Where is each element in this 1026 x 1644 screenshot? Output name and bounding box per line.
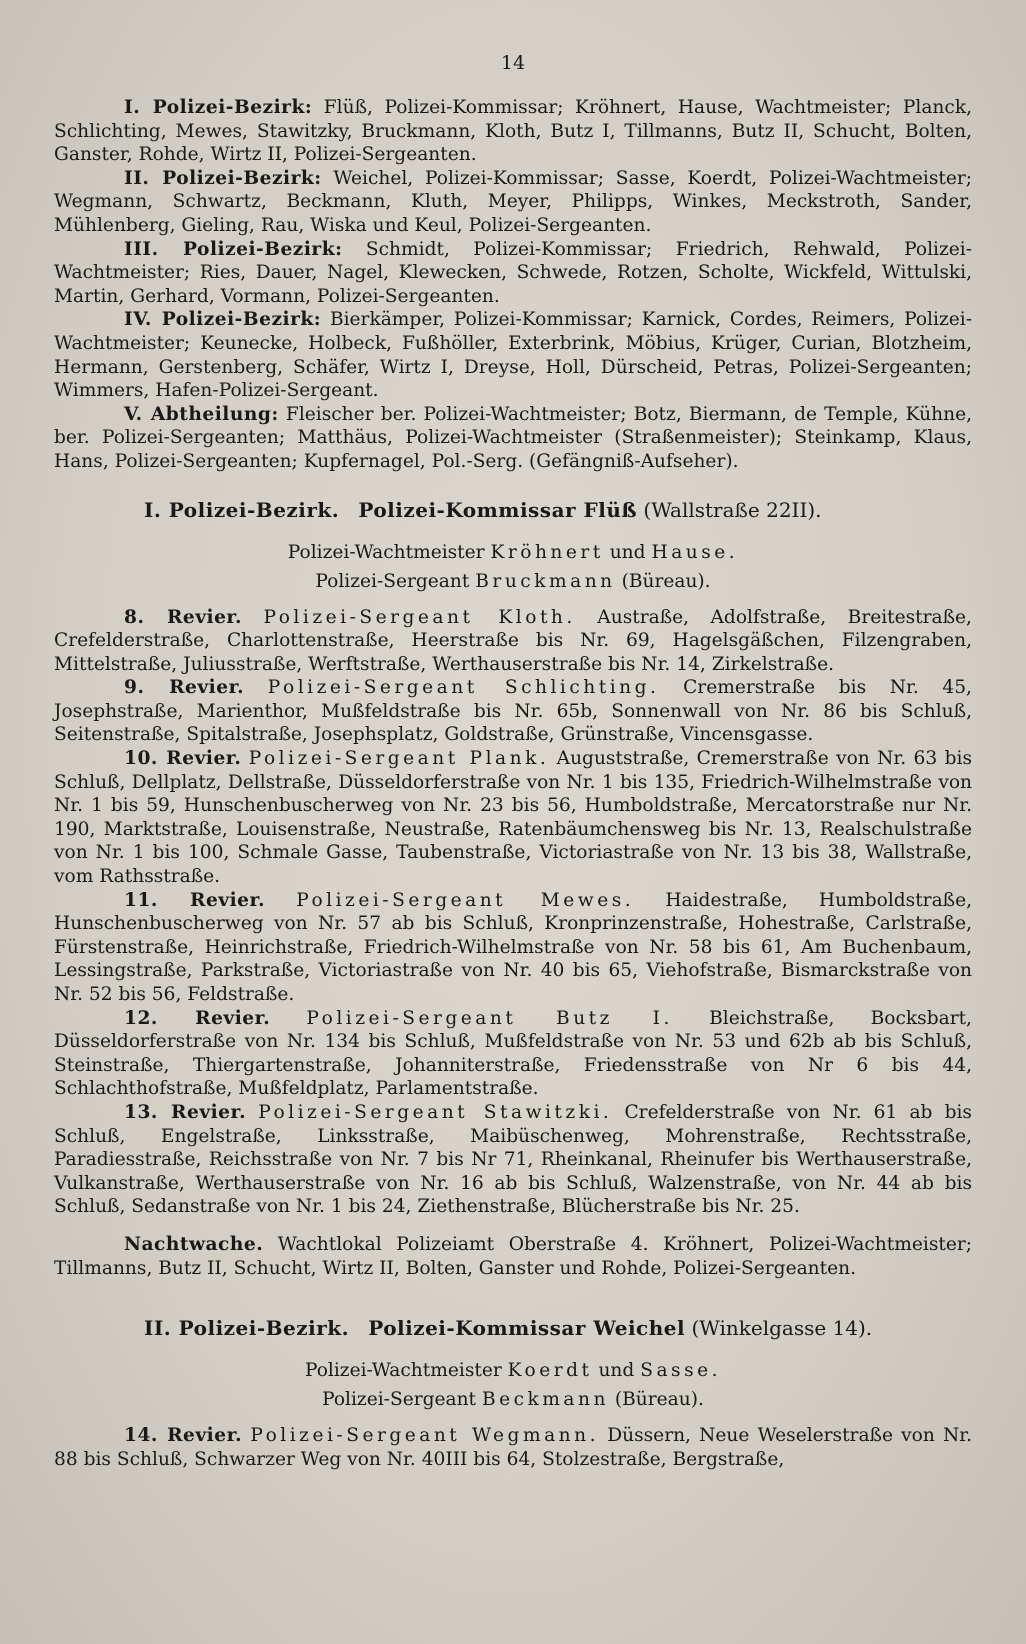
- personnel-paragraph: [54, 96, 972, 167]
- name: Koerdt: [507, 1360, 593, 1382]
- revier-sergeant: Polizei-Sergeant Plank.: [248, 748, 550, 770]
- section-heading: [54, 1314, 972, 1342]
- revier-sergeant: Polizei-Sergeant Stawitzki.: [258, 1101, 613, 1123]
- line-prefix: Polizei-Wachtmeister: [287, 541, 485, 563]
- personnel-paragraph: [54, 167, 972, 238]
- conjunction: und: [609, 541, 646, 563]
- revier-lead: 9. Revier.: [124, 677, 245, 699]
- revier-sergeant: Polizei-Sergeant Mewes.: [296, 889, 635, 911]
- revier-paragraph: [54, 676, 972, 747]
- revier-paragraph: [54, 747, 972, 889]
- name: Sasse.: [640, 1360, 722, 1382]
- revier-text: Bleichstraße, Bocksbart, Düsseldorferstraße von Nr. 134 bis Schluß, Mußfeldstraße von Nr. 53 und 62b ab bis Schluß, Steinstraße, Thiergartenstraße, Johanniterstraße, Friedensstraße von Nr 6 bis 44, Schlachthofstraße, Mußfeldplatz, Parlamentstraße.: [54, 1007, 972, 1100]
- revier-text: Crefelderstraße von Nr. 61 ab bis Schluß, Engelstraße, Linksstraße, Maibüschenweg, Mohrenstraße, Rechtsstraße, Paradiesstraße, Reichsstraße von Nr. 7 bis Nr 71, Rheinkanal, Rheinufer bis Werthauserstraße, Vulkanstraße, Werthauserstraße von Nr. 16 ab bis Schluß, Walzenstraße, von Nr. 44 ab bis Schluß, Sedanstraße von Nr. 1 bis 24, Ziethenstraße, Blücherstraße bis Nr. 25.: [54, 1101, 972, 1218]
- line-prefix: Polizei-Wachtmeister: [304, 1360, 502, 1382]
- revier-lead: 11. Revier.: [124, 889, 266, 911]
- name: Hause.: [651, 541, 739, 563]
- personnel-paragraph: [54, 238, 972, 309]
- revier-sergeant: Polizei-Sergeant Kloth.: [263, 606, 576, 628]
- revier-lead: Nachtwache.: [124, 1233, 264, 1255]
- paragraph-lead: V. Abtheilung:: [124, 403, 279, 425]
- revier-lead: 14. Revier.: [124, 1425, 243, 1447]
- paragraph-lead: II. Polizei-Bezirk:: [124, 167, 322, 189]
- wachtmeister-line: [54, 538, 972, 567]
- paragraph-text: Schmidt, Polizei-Kommissar; Friedrich, Rehwald, Polizei-Wachtmeister; Ries, Dauer, Nagel, Klewecken, Schwede, Rotzen, Scholte, Wickfeld, Wittulski, Martin, Gerhard, Vormann, Polizei-Sergeanten.: [54, 238, 972, 307]
- paragraph-lead: I. Polizei-Bezirk:: [124, 97, 313, 118]
- heading-kommissar: Polizei-Kommissar Weichel: [368, 1316, 686, 1341]
- paragraph-text: Bierkämper, Polizei-Kommissar; Karnick, Cordes, Reimers, Polizei-Wachtmeister; Keunecke, Holbeck, Fußhöller, Exterbrink, Möbius, Krüger, Curian, Blotzheim, Hermann, Gerstenberg, Schäfer, Wirtz I, Dreyse, Holl, Dürscheid, Petras, Polizei-Sergeanten; Wimmers, Hafen-Polizei-Sergeant.: [54, 309, 972, 402]
- revier-lead: 10. Revier.: [124, 748, 242, 770]
- revier-lead: 8. Revier.: [124, 606, 242, 628]
- revier-paragraph: [54, 1424, 972, 1471]
- sergeant-line: [54, 567, 972, 596]
- revier-sergeant: Polizei-Sergeant Butz I.: [306, 1007, 673, 1029]
- paragraph-text: Fleischer ber. Polizei-Wachtmeister; Botz, Biermann, de Temple, Kühne, ber. Polizei-Sergeanten; Matthäus, Polizei-Wachtmeister (Straßenmeister); Steinkamp, Klaus, Hans, Polizei-Sergeanten; Kupfernagel, Pol.-Serg. (Gefängniß-Aufseher).: [54, 403, 972, 472]
- revier-sergeant: Polizei-Sergeant Schlichting.: [267, 677, 660, 699]
- paragraph-text: Weichel, Polizei-Kommissar; Sasse, Koerdt, Polizei-Wachtmeister; Wegmann, Schwartz, Beckmann, Kluth, Meyer, Philipps, Winkes, Meckstroth, Sander, Mühlenberg, Gieling, Rau, Wiska und Keul, Polizei-Sergeanten.: [54, 167, 973, 236]
- line-suffix: (Büreau).: [614, 1389, 704, 1411]
- page-number: 14: [500, 52, 526, 74]
- revier-text: Austraße, Adolfstraße, Breitestraße, Crefelderstraße, Charlottenstraße, Heerstraße bis Nr. 69, Hagelsgäßchen, Filzengraben, Mittelstraße, Juliusstraße, Werftstraße, Werthauserstraße bis Nr. 14, Zirkelstraße.: [54, 606, 972, 675]
- revier-lead: 13. Revier.: [124, 1101, 247, 1123]
- personnel-paragraph: [54, 403, 972, 474]
- revier-paragraph: [54, 1007, 972, 1101]
- line-prefix: Polizei-Sergeant: [315, 570, 470, 592]
- heading-bezirk: I. Polizei-Bezirk.: [144, 497, 340, 522]
- revier-text: Wachtlokal Polizeiamt Oberstraße 4. Kröhnert, Polizei-Wachtmeister; Tillmanns, Butz II, Schucht, Wirtz II, Bolten, Ganster und Rohde, Polizei-Sergeanten.: [54, 1233, 972, 1279]
- section-bezirk-1: [54, 496, 972, 1281]
- revier-text: Cremerstraße bis Nr. 45, Josephstraße, Marienthor, Mußfeldstraße bis Nr. 65b, Sonnenwall von Nr. 86 bis Schluß, Seitenstraße, Spitalstraße, Josephsplatz, Goldstraße, Grünstraße, Vincensgasse.: [54, 677, 972, 746]
- name: Kröhnert: [490, 541, 604, 563]
- section-bezirk-2: [54, 1314, 972, 1471]
- conjunction: und: [598, 1360, 635, 1382]
- personnel-paragraph: [54, 308, 972, 402]
- wachtmeister-line: [54, 1356, 972, 1385]
- revier-text: Haidestraße, Humboldstraße, Hunschenbuscherweg von Nr. 57 ab bis Schluß, Kronprinzenstraße, Hohestraße, Carlstraße, Fürstenstraße, Heinrichstraße, Friedrich-Wilhelmstraße von Nr. 58 bis 61, Am Buchenbaum, Lessingstraße, Parkstraße, Victoriastraße von Nr. 40 bis 65, Viehofstraße, Bismarckstraße von Nr. 52 bis 56, Feldstraße.: [54, 889, 972, 1005]
- section-heading: [54, 496, 972, 524]
- revier-text: Auguststraße, Cremerstraße von Nr. 63 bis Schluß, Dellplatz, Dellstraße, Düsseldorferstraße von Nr. 1 bis 135, Friedrich-Wilhelmstraße von Nr. 1 bis 59, Hunschenbuscherweg von Nr. 23 bis 56, Humboldstraße, Mercatorstraße nur Nr. 190, Marktstraße, Louisenstraße, Neustraße, Ratenbäumchensweg bis Nr. 13, Realschulstraße von Nr. 1 bis 100, Schmale Gasse, Taubenstraße, Victoriastraße von Nr. 13 bis 38, Wallstraße, vom Rathsstraße.: [54, 748, 972, 888]
- revier-sergeant: Polizei-Sergeant Wegmann.: [250, 1425, 600, 1447]
- heading-bezirk: II. Polizei-Bezirk.: [144, 1316, 350, 1341]
- name: Bruckmann: [475, 570, 616, 592]
- revier-paragraph: [54, 606, 972, 677]
- personnel-list: [54, 96, 972, 474]
- heading-kommissar: Polizei-Kommissar Flüß: [358, 497, 638, 522]
- heading-address: (Winkelgasse 14).: [691, 1316, 873, 1341]
- revier-lead: 12. Revier.: [124, 1007, 271, 1029]
- name: Beckmann: [481, 1389, 609, 1411]
- nachtwache-paragraph: [54, 1233, 972, 1280]
- line-suffix: (Büreau).: [621, 570, 711, 592]
- paragraph-text: Flüß, Polizei-Kommissar; Kröhnert, Hause, Wachtmeister; Planck, Schlichting, Mewes, Stawitzky, Bruckmann, Kloth, Butz I, Tillmanns, Butz II, Schucht, Bolten, Ganster, Rohde, Wirtz II, Polizei-Sergeanten.: [54, 97, 972, 166]
- paragraph-lead: III. Polizei-Bezirk:: [124, 238, 343, 260]
- heading-address: (Wallstraße 22II).: [643, 497, 822, 522]
- sergeant-line: [54, 1385, 972, 1414]
- line-prefix: Polizei-Sergeant: [322, 1389, 477, 1411]
- revier-paragraph: [54, 889, 972, 1007]
- revier-paragraph: [54, 1101, 972, 1219]
- paragraph-lead: IV. Polizei-Bezirk:: [124, 309, 322, 331]
- revier-text: Düssern, Neue Weselerstraße von Nr. 88 bis Schluß, Schwarzer Weg von Nr. 40III bis 64, Stolzestraße, Bergstraße,: [54, 1425, 973, 1470]
